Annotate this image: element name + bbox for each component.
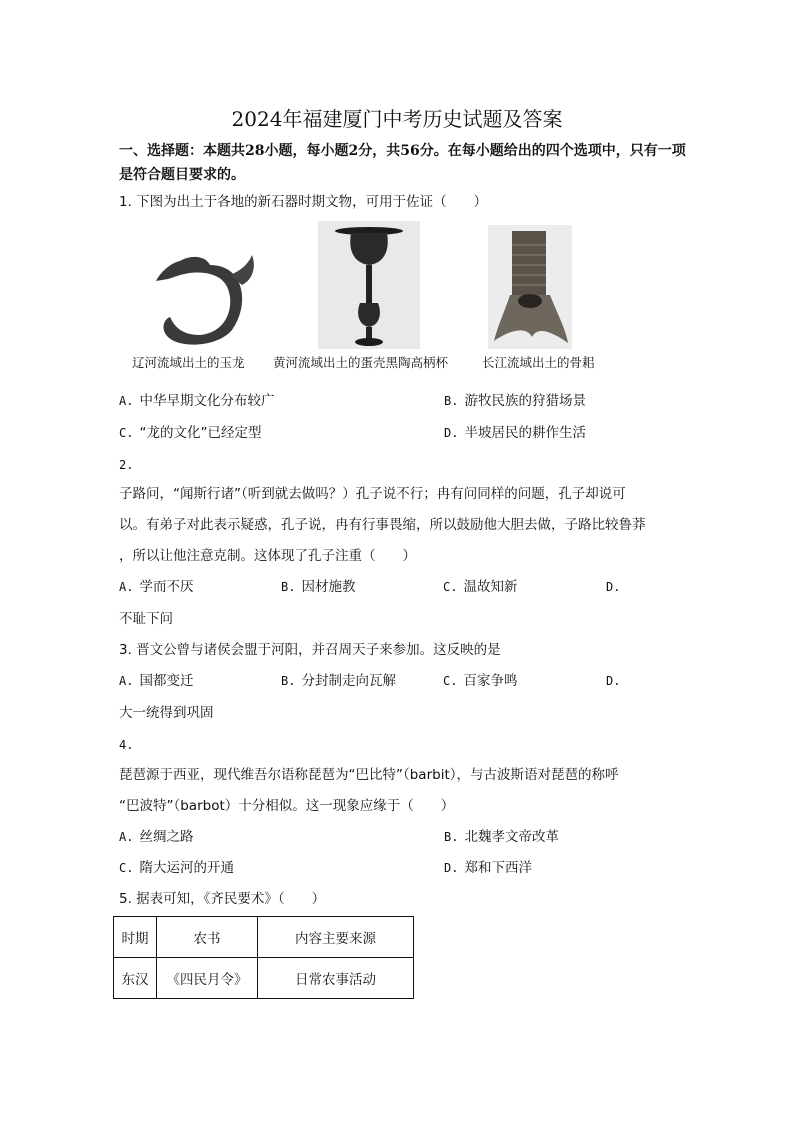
table-header-cell: 时期 — [114, 917, 157, 958]
table-cell: 东汉 — [114, 958, 157, 999]
question-5-stem: 5. 据表可知，《齐民要术》（ ） — [119, 891, 326, 907]
question-3-option-c: C. 百家争鸣 — [443, 673, 518, 689]
figure-caption-bone-plough: 长江流域出土的骨耜 — [482, 355, 595, 370]
figure-caption-pottery-cup: 黄河流域出土的蛋壳黑陶高柄杯 — [273, 355, 449, 370]
question-1-option-b: B. 游牧民族的狩猎场景 — [444, 393, 586, 409]
question-2-stem-line-1: 子路问，“闻斯行诸”（听到就去做吗？）孔子说不行；冉有问同样的问题，孔子却说可 — [119, 486, 626, 502]
question-3-option-a: A. 国都变迁 — [119, 673, 194, 689]
section-header-cont: 是符合题目要求的。 — [119, 167, 245, 183]
question-2-option-c: C. 温故知新 — [443, 579, 518, 595]
question-4-stem-line-2: “巴波特”（barbot）十分相似。这一现象应缘于（ ） — [119, 798, 455, 814]
question-2-stem-line-3: ，所以让他注意克制。这体现了孔子注重（ ） — [119, 548, 416, 564]
table-row — [114, 958, 414, 999]
table-header-row — [114, 917, 414, 958]
agricultural-books-table — [113, 916, 414, 999]
table-cell: 《四民月令》 — [157, 958, 258, 999]
question-2-option-a: A. 学而不厌 — [119, 579, 194, 595]
question-1-option-a: A. 中华早期文化分布较广 — [119, 393, 275, 409]
bone-plough-image — [488, 225, 572, 349]
question-4-option-d: D. 郑和下西洋 — [444, 860, 532, 876]
question-3-option-b: B. 分封制走向瓦解 — [281, 673, 396, 689]
table-cell: 日常农事活动 — [258, 958, 414, 999]
question-1-option-d: D. 半坡居民的耕作生活 — [444, 425, 586, 441]
eggshell-black-pottery-cup-image — [318, 221, 420, 349]
question-2-option-b: B. 因材施教 — [281, 579, 356, 595]
question-3-option-d-label: D. — [606, 674, 621, 688]
jade-dragon-image — [150, 245, 260, 350]
question-2-number: 2. — [119, 458, 134, 472]
question-1-option-c: C. “龙的文化”已经定型 — [119, 425, 262, 441]
question-4-option-b: B. 北魏孝文帝改革 — [444, 829, 559, 845]
document-title: 2024年福建厦门中考历史试题及答案 — [231, 107, 563, 131]
question-4-option-a: A. 丝绸之路 — [119, 829, 194, 845]
table-header-cell: 农书 — [157, 917, 258, 958]
figure-caption-jade-dragon: 辽河流域出土的玉龙 — [132, 355, 245, 370]
question-2-option-d-text: 不耻下问 — [119, 611, 173, 627]
question-4-number: 4. — [119, 738, 134, 752]
section-header: 一、选择题：本题共28小题，每小题2分，共56分。在每小题给出的四个选项中，只有一项 — [119, 143, 686, 159]
question-2-stem-line-2: 以。有弟子对此表示疑惑，孔子说，冉有行事畏缩，所以鼓励他大胆去做，子路比较鲁莽 — [119, 517, 646, 533]
question-3-option-d-text: 大一统得到巩固 — [119, 705, 214, 721]
question-2-option-d-label: D. — [606, 580, 621, 594]
question-4-option-c: C. 隋大运河的开通 — [119, 860, 234, 876]
question-4-stem-line-1: 琵琶源于西亚，现代维吾尔语称琵琶为“巴比特”（barbit），与古波斯语对琵琶的称呼 — [119, 767, 619, 783]
question-1-stem: 1. 下图为出土于各地的新石器时期文物，可用于佐证（ ） — [119, 194, 488, 210]
table-header-cell: 内容主要来源 — [258, 917, 414, 958]
question-3-stem: 3. 晋文公曾与诸侯会盟于河阳，并召周天子来参加。这反映的是 — [119, 642, 501, 658]
